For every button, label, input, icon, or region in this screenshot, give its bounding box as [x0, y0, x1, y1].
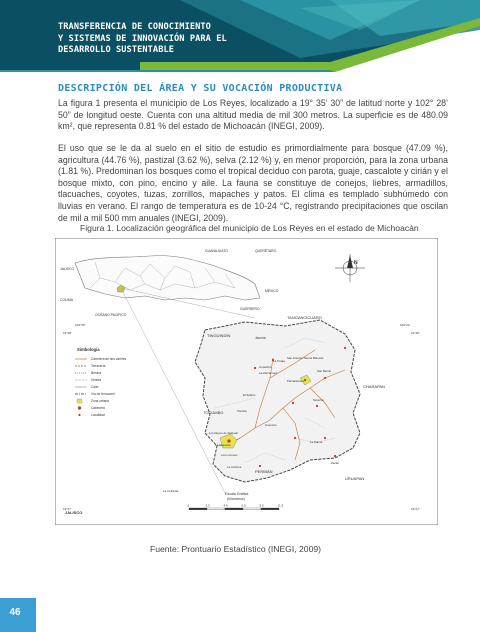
label-tocumbo: TOCUMBO	[203, 410, 224, 415]
legend-symbol	[78, 406, 81, 409]
label-mexico: MÉXICO	[265, 289, 279, 293]
legend-item-label: Localidad	[91, 413, 105, 417]
label-charapan: CHARAPAN	[363, 384, 385, 389]
header-title-line: Y SISTEMAS DE INNOVACIÓN PARA EL	[58, 33, 227, 44]
legend-item-label: Brecha	[91, 371, 102, 375]
label-la-tinaja: La Tinaja	[273, 359, 285, 363]
label-el-sabino: El Sabino	[243, 393, 256, 397]
coord-label: 19°27'	[411, 507, 420, 511]
scale-tick-label: 9.2	[259, 503, 264, 508]
label-la-cofradia: La Cofradía	[163, 489, 179, 493]
legend-item-label: Cabecera	[91, 406, 105, 410]
label-periban: PERIBÁN	[255, 469, 273, 474]
label-oceano: OCÉANO PACÍFICO	[95, 313, 127, 317]
label-zacan: Zacán	[331, 461, 340, 465]
scale-tick-label: 0	[187, 503, 190, 508]
legend-item-label: Zona urbana	[91, 399, 110, 403]
legend-title: Simbología	[77, 347, 100, 352]
scale-title: Escala Gráfica	[225, 492, 249, 496]
label-guerrero: GUERRERO	[240, 307, 260, 311]
coord-label: 102°22'	[400, 323, 411, 327]
page-number: 46	[9, 607, 21, 618]
figure-caption: Figura 1. Localización geográfica del municipio de Los Reyes en el estado de Michoacán	[80, 223, 419, 233]
label-guanajuato: GUANAJUATO	[205, 249, 228, 253]
label-tangancicuaro: TANGANCÍCUARO	[287, 315, 322, 320]
label-cupatziro: Cupatziro	[259, 365, 272, 369]
label-jacona: Jacona	[255, 336, 266, 340]
scale-segment	[225, 508, 243, 510]
label-los-reyes: Los Reyes de Salgado	[209, 431, 239, 435]
legend-item-label: Vereda	[91, 378, 102, 382]
legend-symbol	[78, 414, 80, 416]
coord-label: 19°48'	[63, 331, 72, 335]
paragraph-land-use: El uso que se le da al suelo en el sitio de estudio es primordialmente para bosque (47.09 %), agricultura (44.76 %), pastizal (3.62 %), selva (2.12 %) y, en menor proporción, para la zona urbana (1.81 %). Predominan los bosques como el tropical deciduo con parota, guaje, cascalote y cirián y el bosque mixto, con pino, encino y aile. La fauna se constituye de conejos, liebres, armadillos, tlacuaches, coyotes, tuzas, zorrillos, mapaches y patos. El clima es templado subhúmedo con lluvias en verano. El rango de temperatura es de 10-24 °C, registrando precipitaciones que oscilan de mil a mil 500 mm anuales (INEGI, 2009).	[58, 143, 448, 223]
label-san-benito: San Benito	[317, 369, 332, 373]
scale-tick-label: 2.3	[205, 503, 210, 508]
label-jalisco-inset: JALISCO	[60, 267, 75, 271]
label-pamatacuaro: Pamatácuaro	[287, 379, 305, 383]
label-los-limones: Los Limones	[221, 453, 238, 457]
scale-unit: (Kilómetros)	[227, 497, 245, 501]
scale-segment	[261, 508, 279, 510]
label-la-zarzamora: La Zarzamora	[259, 371, 277, 375]
label-jalisco-main: JALISCO	[65, 510, 83, 515]
scale-segment	[243, 508, 261, 510]
label-colima: COLIMA	[60, 298, 73, 302]
label-san-antonio: San Antonio Tierras Blancas	[287, 356, 324, 360]
scale-segment	[207, 508, 225, 510]
scale-tick-label: 11.5	[277, 503, 284, 508]
coord-label: 102°35'	[75, 323, 86, 327]
location-map	[55, 238, 438, 525]
header-title-line: TRANSFERENCIA DE CONOCIMIENTO	[58, 22, 211, 32]
label-la-higuerita: La Higuerita	[215, 443, 231, 447]
label-huecorio: Huecorio	[265, 423, 277, 427]
label-sicuicho: Sicuicho	[313, 398, 324, 402]
header-title-line: DESARROLLO SUSTENTABLE	[58, 45, 175, 55]
page-header	[0, 0, 480, 74]
los-reyes-municipality-boundary	[195, 320, 360, 482]
legend-item-label: Vía de ferrocarril	[91, 392, 115, 396]
label-uruapan: URUAPAN	[345, 476, 365, 481]
coord-label: 19°27'	[63, 507, 72, 511]
label-la-cantera: La Cantera	[227, 465, 242, 469]
legend-symbol	[77, 399, 82, 403]
label-tinguindin: TINGÜINDÍN	[207, 333, 231, 338]
legend-item-label: Carretera de dos carriles	[91, 357, 127, 361]
label-queretaro: QUERÉTARO	[255, 249, 277, 253]
scale-tick-label: 6.9	[241, 503, 246, 508]
label-la-palma: La Palma	[310, 440, 323, 444]
coord-label: 19°48'	[411, 331, 420, 335]
scale-segment	[189, 508, 207, 510]
header-title	[58, 22, 227, 57]
legend-item-label: Terracería	[91, 364, 106, 368]
scale-tick-label: 4.6	[223, 503, 228, 508]
paragraph-location: La figura 1 presenta el municipio de Los Reyes, localizado a 19° 35’ 30” de latitud norte y 102° 28’ 50” de longitud oeste. Cuenta con una altitud media de mil 300 metros. La superficie es de 480.09 km², que representa 0.81 % del estado de Michoacán (INEGI, 2009).	[58, 98, 448, 132]
label-tiamba: Tiamba	[237, 409, 247, 413]
north-label: N	[354, 260, 358, 266]
figure-source: Fuente: Prontuario Estadístico (INEGI, 2009)	[150, 544, 322, 554]
section-title: DESCRIPCIÓN DEL ÁREA Y SU VOCACIÓN PRODUCTIVA	[58, 83, 343, 94]
legend-item-label: Calle	[91, 385, 99, 389]
